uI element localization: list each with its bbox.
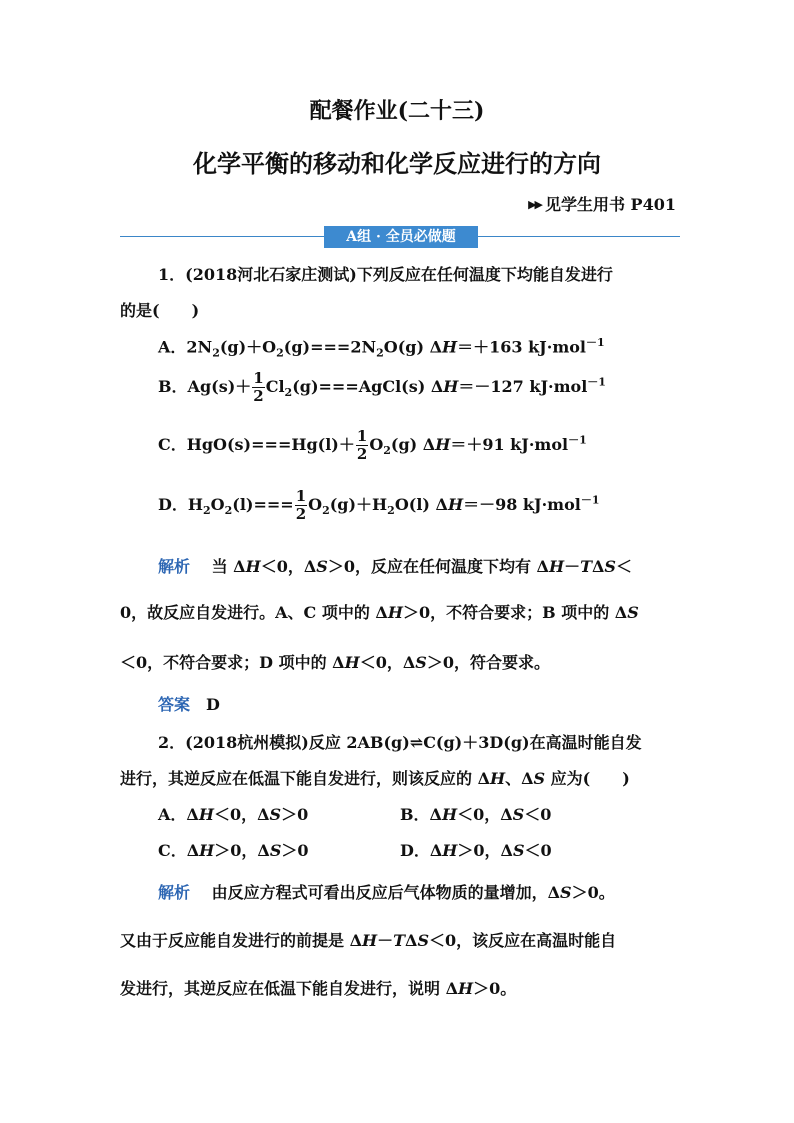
- fraction-one-half: $\frac{1}{2}$: [253, 369, 264, 405]
- q2-option-a: A．ΔH＜0，ΔS＞0: [158, 805, 309, 824]
- q2-analysis-line3: 发进行，其逆反应在低温下能自发进行，说明 ΔH＞0。: [120, 979, 517, 998]
- fraction-one-half: $\frac{1}{2}$: [295, 487, 307, 523]
- answer-label: 答案: [158, 695, 191, 714]
- page-title: 配餐作业(二十三): [309, 98, 485, 124]
- q1-analysis-line1: 解析 当 ΔH＜0，ΔS＞0，反应在任何温度下均有 ΔH－TΔS＜: [158, 557, 632, 576]
- q1-analysis-line2: 0，故反应自发进行。A、C 项中的 ΔH＞0，不符合要求；B 项中的 ΔS: [120, 603, 639, 622]
- q1-number: 1．: [158, 265, 186, 284]
- analysis-label: 解析: [158, 557, 191, 576]
- q1-option-a: A．$2N_2(g)+O_2(g)===2N_2O(g)$ ΔH＝＋163 kJ·mol$^{-1}$: [158, 336, 605, 360]
- group-badge: A组 · 全员必做题: [324, 226, 478, 248]
- q2-stem-line2: 进行，其逆反应在低温下能自发进行，则该反应的 ΔH、ΔS 应为( ): [120, 769, 630, 788]
- q1-option-b: B．Ag(s)＋ $\frac{1}{2}$ $Cl_2(g)===AgCl(s)$ ΔH＝－127 kJ·mol$^{-1}$: [158, 369, 606, 405]
- page-subtitle: 化学平衡的移动和化学反应进行的方向: [193, 149, 601, 178]
- q1-analysis-line3: ＜0，不符合要求；D 项中的 ΔH＜0，ΔS＞0，符合要求。: [120, 653, 550, 672]
- q2-analysis-line1: 解析 由反应方程式可看出反应后气体物质的量增加，ΔS＞0。: [158, 883, 615, 902]
- q1-stem-line2: 的是( ): [120, 301, 200, 320]
- q1-answer: [158, 692, 220, 715]
- q2-analysis-line2: 又由于反应能自发进行的前提是 ΔH－TΔS＜0，该反应在高温时能自: [120, 931, 617, 950]
- book-reference-text: 见学生用书 P401: [544, 195, 676, 214]
- q1-option-c: C．HgO(s)===Hg(l)＋ $\frac{1}{2}$ $O_2(g)$ ΔH＝＋91 kJ·mol$^{-1}$: [158, 427, 587, 463]
- q2-number: 2．: [158, 733, 186, 752]
- q2-option-c: C．ΔH＞0，ΔS＞0: [158, 841, 309, 860]
- q2-stem-line1: 2．(2018杭州模拟)反应 2AB(g)⇌C(g)＋3D(g)在高温时能自发: [158, 733, 642, 752]
- book-reference: [528, 192, 676, 215]
- q2-option-d: D．ΔH＞0，ΔS＜0: [400, 841, 552, 860]
- double-arrow-icon: ▶▶: [528, 198, 541, 211]
- fraction-one-half: $\frac{1}{2}$: [356, 427, 368, 463]
- q1-option-d: D．$H_2O_2(l)===$ $\frac{1}{2}$ $O_2(g)+H_2O(l)$ ΔH＝－98 kJ·mol$^{-1}$: [158, 487, 600, 523]
- q1-stem-text-1: (2018河北石家庄测试)下列反应在任何温度下均能自发进行: [185, 265, 613, 284]
- q2-option-b: B．ΔH＜0，ΔS＜0: [400, 805, 552, 824]
- q1-stem-line1: [158, 262, 613, 285]
- analysis-label: 解析: [158, 883, 191, 902]
- answer-value: D: [206, 695, 220, 714]
